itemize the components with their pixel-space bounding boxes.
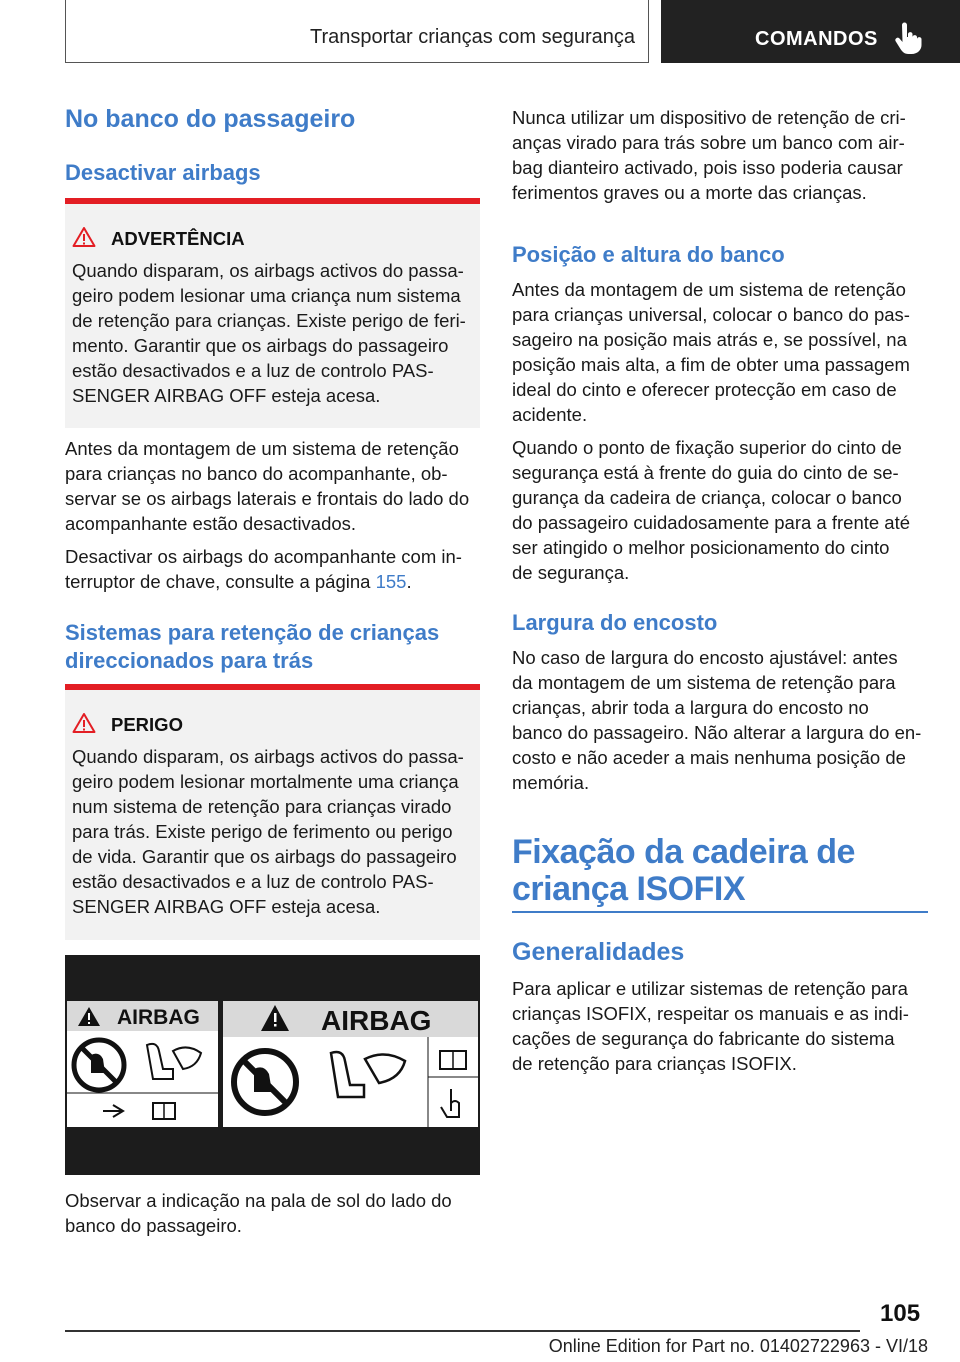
subheading-deactivate-airbags: Desactivar airbags xyxy=(65,160,261,185)
airbag-label-right-text: AIRBAG xyxy=(321,1005,432,1036)
page-link-155[interactable]: 155 xyxy=(375,571,407,592)
paragraph-isofix-general: Para aplicar e utilizar sistemas de retenção para crianças ISOFIX, respeitar os manuais e as indi- cações de segurança do fabricante do sistema de retenção para crianças ISOFIX. xyxy=(512,978,909,1074)
danger-triangle-icon xyxy=(72,712,96,734)
paragraph-backrest-width: No caso de largura do encosto ajustável: antes da montagem de um sistema de retenção para crianças, abrir toda a largura do encosto no banco do passageiro. Não alterar a largura do en- costo e não aceder a mais nenhuma posição de memória. xyxy=(512,647,922,793)
danger-title: PERIGO xyxy=(111,714,183,735)
subheading-general: Generalidades xyxy=(512,938,685,966)
paragraph-belt-anchor: Quando o ponto de fixação superior do cinto de segurança está à frente do guia do cinto de se- gurança da cadeira de criança, colocar o banco do passageiro cuidadosamente para a frente até ser atingido o melhor posicionamento do cinto de segurança. xyxy=(512,437,911,583)
footer-edition: Online Edition for Part no. 01402722963 - VI/18 xyxy=(548,1336,928,1356)
page-number: 105 xyxy=(880,1300,921,1327)
airbag-label-illustration xyxy=(65,955,480,1175)
warning-triangle-icon xyxy=(72,226,96,248)
subheading-rear-facing-systems: Sistemas para retenção de crianças direccionados para trás xyxy=(65,620,440,673)
footer-rule xyxy=(65,1330,860,1332)
warning-title: ADVERTÊNCIA xyxy=(111,228,245,249)
danger-text: Quando disparam, os airbags activos do passa- geiro podem lesionar mortalmente uma criança num sistema de retenção para crianças virado para trás. Existe perigo de ferimento ou perigo de vida. Garantir que os airbags do passageiro estão desactivados e a luz de controlo PAS- SENGER AIRBAG OFF esteja acesa. xyxy=(72,746,464,917)
warning-text: Quando disparam, os airbags activos do passa- geiro podem lesionar uma criança num sistema de retenção para crianças. Existe perigo de feri- mento. Garantir que os airbags do passageiro estão desactivados e a luz de controlo PAS- SENGER AIRBAG OFF esteja acesa. xyxy=(72,260,466,406)
figure-caption: Observar a indicação na pala de sol do lado do banco do passageiro. xyxy=(65,1190,452,1236)
airbag-label-figure xyxy=(65,955,480,1175)
section-heading-passenger-seat: No banco do passageiro xyxy=(65,105,356,133)
chapter-title: Transportar crianças com segurança xyxy=(310,26,635,48)
airbag-label-left-text: AIRBAG xyxy=(117,1006,200,1029)
chapter-heading-isofix: Fixação da cadeira de criança ISOFIX xyxy=(512,833,855,908)
paragraph-seat-position: Antes da montagem de um sistema de retenção para crianças universal, colocar o banco do pas- sageiro na posição mais atrás e, se possível, na posição mais alta, a fim de obter uma passagem ideal do cinto e oferecer protecção em caso de acidente. xyxy=(512,279,910,425)
paragraph-rear-facing-warning: Nunca utilizar um dispositivo de retenção de cri- anças virado para trás sobre um banco com air- bag dianteiro activado, pois isso poderia causar ferimentos graves ou a morte das crianças. xyxy=(512,107,906,203)
paragraph-key-switch: Desactivar os airbags do acompanhante com in- terruptor de chave, consulte a página 155. xyxy=(65,546,462,592)
pointing-hand-icon xyxy=(893,22,923,54)
section-label: COMANDOS xyxy=(755,28,878,50)
heading-rule xyxy=(512,911,928,913)
subheading-backrest-width: Largura do encosto xyxy=(512,610,718,635)
paragraph-airbag-check: Antes da montagem de um sistema de retenção para crianças no banco do acompanhante, ob- servar se os airbags laterais e frontais do lado do acompanhante estão desactivados. xyxy=(65,438,470,534)
subheading-seat-position: Posição e altura do banco xyxy=(512,242,785,267)
